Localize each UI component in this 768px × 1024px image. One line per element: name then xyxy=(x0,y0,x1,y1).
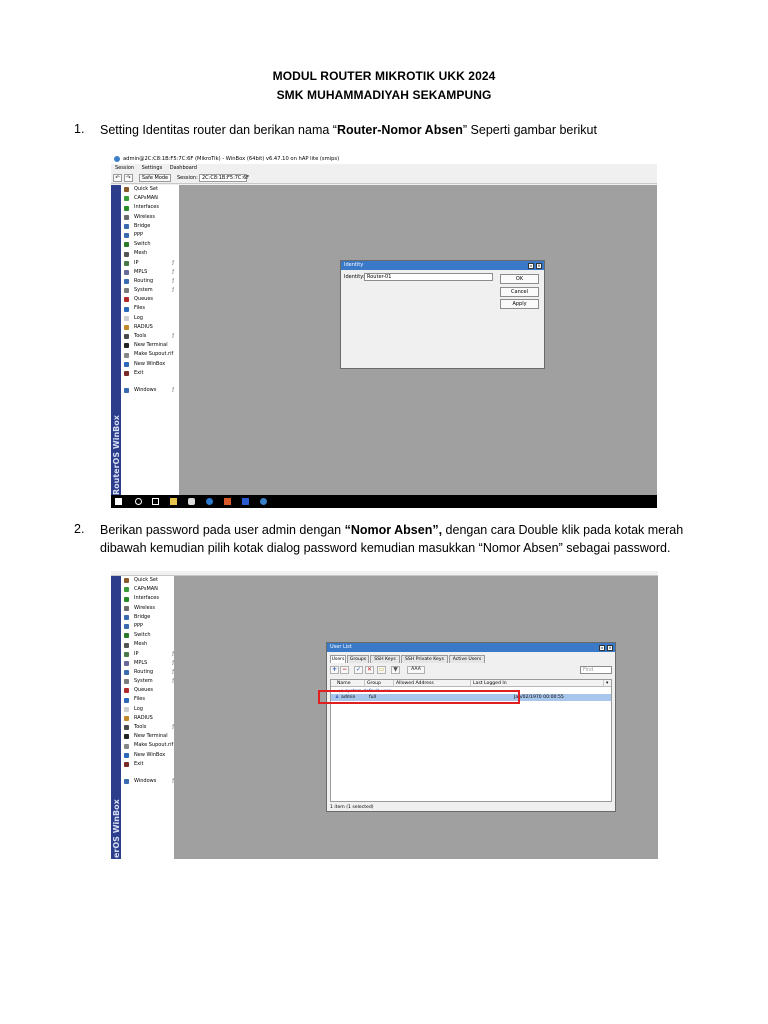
column-menu-icon[interactable]: ▾ xyxy=(606,681,609,686)
sidebar-item-label: Tools xyxy=(134,724,147,730)
capsman-icon xyxy=(124,587,129,592)
winbox-title: admin@2C:C8:1B:F5:7C:6F (MikroTik) - WinBox (64bit) v6.47.10 on hAP lite (smips) xyxy=(123,156,340,162)
row-name: admin xyxy=(341,695,356,700)
winbox-menubar xyxy=(111,164,657,172)
filter-icon[interactable]: ▼ xyxy=(391,666,400,674)
sidebar-item-log[interactable] xyxy=(121,705,179,714)
file-explorer-icon[interactable] xyxy=(170,498,177,505)
menu-session[interactable]: Session xyxy=(115,165,135,171)
sidebar-item-label: Make Supout.rif xyxy=(134,742,174,749)
step-1-text-bold: Router-Nomor Absen xyxy=(336,123,463,137)
menu-dashboard[interactable]: Dashboard xyxy=(169,165,197,171)
sidebar-item-label: Routing xyxy=(134,668,154,675)
mesh-icon xyxy=(124,643,129,648)
sidebar-item-make-supout-rif[interactable] xyxy=(121,350,179,359)
submenu-arrow-icon: ƒ xyxy=(172,259,174,266)
sidebar-item-label: Quick Set xyxy=(134,577,158,583)
sidebar-item-label: New Terminal xyxy=(134,342,168,349)
sidebar-item-mpls[interactable] xyxy=(121,268,179,277)
sidebar-item-system[interactable] xyxy=(121,286,179,295)
office-icon[interactable] xyxy=(224,498,231,505)
step-1-text-a: Setting Identitas router dan berikan nama “ xyxy=(100,123,337,137)
start-icon[interactable] xyxy=(115,498,122,505)
sidebar-item-ip[interactable] xyxy=(121,650,179,659)
winbox-logo-icon xyxy=(114,156,120,162)
sidebar-item-interfaces[interactable] xyxy=(121,594,179,603)
cancel-button[interactable]: Cancel xyxy=(500,287,539,297)
sidebar-item-log[interactable] xyxy=(121,314,179,323)
system-icon xyxy=(124,288,129,293)
bridge-icon xyxy=(124,615,129,620)
winbox-sidebar-2 xyxy=(111,576,179,859)
terminal-icon xyxy=(124,734,129,739)
sidebar-item-label: New WinBox xyxy=(134,751,166,758)
tools-icon xyxy=(124,725,129,730)
row-comment: ;;; system default user xyxy=(339,689,391,694)
user-list-status: 1 item (1 selected) xyxy=(330,805,374,810)
tab-users[interactable]: Users xyxy=(331,657,345,662)
search-icon[interactable] xyxy=(135,498,142,505)
sidebar-menu-2 xyxy=(121,576,179,786)
identity-dialog xyxy=(340,260,545,369)
sidebar-item-wireless[interactable] xyxy=(121,213,179,222)
user-list-title xyxy=(327,643,615,652)
windows-taskbar xyxy=(111,495,657,508)
submenu-arrow-icon: ƒ xyxy=(172,268,174,275)
sidebar-item-label: PPP xyxy=(134,622,144,629)
sidebar-item-label: Mesh xyxy=(134,641,148,648)
quickset-icon xyxy=(124,187,129,192)
tab-ssh-private-keys[interactable]: SSH Private Keys xyxy=(401,655,448,663)
row-last-logged: Jan/02/1970 00:00:55 xyxy=(514,695,564,700)
user-table-header xyxy=(331,680,611,687)
sidebar-item-label: CAPsMAN xyxy=(134,195,158,202)
restore-icon-2[interactable]: ▫ xyxy=(600,644,604,650)
log-icon xyxy=(124,707,129,712)
sidebar-item-exit[interactable] xyxy=(121,760,179,769)
sidebar-item-label: MPLS xyxy=(134,659,148,666)
ip-icon xyxy=(124,261,129,266)
col-group[interactable]: Group xyxy=(365,680,394,687)
queues-icon xyxy=(124,297,129,302)
sidebar-item-label: Log xyxy=(134,314,143,321)
user-icon: ♟ xyxy=(335,695,340,700)
find-input[interactable]: Find xyxy=(580,666,612,674)
step-2-text-bold: “Nomor Absen”, xyxy=(344,523,443,537)
workspace-2 xyxy=(174,576,658,859)
redo-button[interactable]: ↷ xyxy=(124,174,133,182)
step-2-text-a: Berikan password pada user admin dengan xyxy=(100,523,345,537)
sidebar-item-label: Interfaces xyxy=(134,595,159,602)
word-icon[interactable] xyxy=(242,498,249,505)
winbox-icon xyxy=(124,753,129,758)
sidebar-item-capsman[interactable] xyxy=(121,194,179,203)
tools-icon xyxy=(124,334,129,339)
sidebar-strip xyxy=(111,185,121,495)
restore-icon[interactable]: ▫ xyxy=(529,262,533,268)
radius-icon xyxy=(124,325,129,330)
switch-icon xyxy=(124,242,129,247)
sidebar-item-quick-set[interactable] xyxy=(121,185,179,194)
sidebar-item-label: Make Supout.rif xyxy=(134,351,174,358)
step-2-text-b: dengan cara Double klik pada kotak merah xyxy=(442,523,684,537)
system-icon xyxy=(124,679,129,684)
safe-mode-button[interactable]: Safe Mode xyxy=(139,174,171,182)
sidebar-item-files[interactable] xyxy=(121,695,179,704)
sidebar-item-label: Routing xyxy=(134,277,154,284)
submenu-arrow-icon: ƒ xyxy=(172,386,174,393)
wireless-icon xyxy=(124,606,129,611)
sidebar-strip-2 xyxy=(111,576,121,859)
identity-dialog-title xyxy=(341,261,544,270)
edge-icon[interactable] xyxy=(206,498,213,505)
sidebar-item-exit[interactable] xyxy=(121,369,179,378)
mpls-icon xyxy=(124,270,129,275)
sidebar-item-capsman[interactable] xyxy=(121,585,179,594)
sidebar-item-bridge[interactable] xyxy=(121,613,179,622)
sidebar-item-mpls[interactable] xyxy=(121,659,179,668)
sidebar-item-label: Files xyxy=(134,696,145,703)
menu-settings[interactable]: Settings xyxy=(141,165,163,171)
col-name[interactable]: Name xyxy=(331,680,365,687)
sidebar-item-label: Exit xyxy=(134,760,144,767)
sidebar-item-label: Bridge xyxy=(134,222,151,229)
routeros-winbox-label: RouterOS WinBox xyxy=(112,415,121,495)
col-last-logged-in[interactable]: Last Logged In xyxy=(471,680,604,687)
sidebar-item-label: Wireless xyxy=(134,213,155,220)
comment-icon[interactable]: ▭ xyxy=(378,666,385,673)
sidebar-item-label: Files xyxy=(134,305,145,312)
sidebar-item-label: Switch xyxy=(134,632,151,639)
step-1-text-b: ” Seperti gambar berikut xyxy=(462,123,597,137)
interfaces-icon xyxy=(124,597,129,602)
submenu-arrow-icon: ƒ xyxy=(172,333,174,339)
winbox-titlebar xyxy=(111,154,657,164)
sidebar-item-label: IP xyxy=(134,259,139,266)
identity-field-label: Identity: xyxy=(344,274,365,280)
sidebar-menu xyxy=(121,185,179,395)
app-icon[interactable] xyxy=(188,498,195,505)
undo-button[interactable]: ↶ xyxy=(113,174,122,182)
enable-icon[interactable]: ✓ xyxy=(355,666,362,673)
sidebar-item-queues[interactable] xyxy=(121,686,179,695)
submenu-arrow-icon: ƒ xyxy=(172,277,174,284)
disable-icon[interactable]: ✕ xyxy=(366,666,373,673)
step-2-text xyxy=(100,521,683,539)
routing-icon xyxy=(124,279,129,284)
sidebar-item-label: Quick Set xyxy=(134,186,158,192)
aaa-button[interactable]: AAA xyxy=(407,666,425,674)
sidebar-item-label: Wireless xyxy=(134,604,155,611)
close-icon[interactable]: × xyxy=(537,262,541,268)
sidebar-item-label: PPP xyxy=(134,231,144,238)
exit-icon xyxy=(124,371,129,376)
sidebar-item-label: Switch xyxy=(134,241,151,248)
routeros-winbox-label-2: erOS WinBox xyxy=(112,799,121,858)
sidebar-item-label: IP xyxy=(134,650,139,657)
sidebar-item-label: Log xyxy=(134,705,143,712)
sidebar-item-mesh[interactable] xyxy=(121,249,179,258)
sidebar-item-make-supout-rif[interactable] xyxy=(121,741,179,750)
sidebar-item-label: Tools xyxy=(134,333,147,339)
windows-icon xyxy=(124,388,129,393)
winbox-icon xyxy=(124,362,129,367)
remove-icon[interactable]: − xyxy=(341,666,348,673)
session-field[interactable]: 2C:C8:1B:F5:7C:6F xyxy=(199,174,247,182)
ppp-icon xyxy=(124,624,129,629)
tab-groups[interactable]: Groups xyxy=(347,655,369,663)
ip-icon xyxy=(124,652,129,657)
windows-icon xyxy=(124,779,129,784)
sidebar-item-routing[interactable] xyxy=(121,668,179,677)
sidebar-item-label: Interfaces xyxy=(134,204,159,211)
identity-field[interactable]: Router-01 xyxy=(364,273,493,281)
sidebar-item-tools[interactable] xyxy=(121,332,179,341)
sidebar-item-windows[interactable] xyxy=(121,777,179,786)
sidebar-item-ip[interactable] xyxy=(121,259,179,268)
routing-icon xyxy=(124,670,129,675)
sidebar-item-label: New Terminal xyxy=(134,733,168,740)
sidebar-item-tools[interactable] xyxy=(121,723,179,732)
sidebar-item-label: CAPsMAN xyxy=(134,586,158,593)
user-list-dialog xyxy=(326,642,616,812)
add-icon[interactable]: + xyxy=(331,666,338,673)
tab-active-users[interactable]: Active Users xyxy=(449,655,485,663)
identity-title-text: Identity xyxy=(344,262,364,268)
submenu-arrow-icon: ƒ xyxy=(172,287,174,294)
winbox-screenshot-identity xyxy=(111,154,657,508)
sidebar-item-label: Windows xyxy=(134,386,157,393)
sidebar-item-label: New WinBox xyxy=(134,360,166,367)
winbox-sidebar xyxy=(111,185,179,495)
sidebar-item-ppp[interactable] xyxy=(121,622,179,631)
files-icon xyxy=(124,307,129,312)
supout-icon xyxy=(124,353,129,358)
row-group: full xyxy=(369,695,377,700)
mpls-icon xyxy=(124,661,129,666)
sidebar-item-label: Bridge xyxy=(134,613,151,620)
sidebar-item-queues[interactable] xyxy=(121,295,179,304)
files-icon xyxy=(124,698,129,703)
sidebar-item-mesh[interactable] xyxy=(121,640,179,649)
queues-icon xyxy=(124,688,129,693)
sidebar-item-ppp[interactable] xyxy=(121,231,179,240)
sidebar-item-label: Queues xyxy=(134,296,154,303)
ok-button[interactable]: OK xyxy=(500,274,539,284)
sidebar-item-windows[interactable] xyxy=(121,386,179,395)
session-label: Session: xyxy=(177,175,198,181)
sidebar-item-new-terminal[interactable] xyxy=(121,732,179,741)
bridge-icon xyxy=(124,224,129,229)
module-title: MODUL ROUTER MIKROTIK UKK 2024 xyxy=(272,69,496,83)
close-icon-2[interactable]: × xyxy=(608,644,612,650)
step-2-number: 2. xyxy=(74,522,85,536)
mesh-icon xyxy=(124,252,129,257)
step-2-text-line2: dibawah kemudian pilih kotak dialog password kemudian masukkan “Nomor Absen” sebagai password. xyxy=(100,541,671,555)
sidebar-item-interfaces[interactable] xyxy=(121,203,179,212)
supout-icon xyxy=(124,744,129,749)
radius-icon xyxy=(124,716,129,721)
interfaces-icon xyxy=(124,206,129,211)
sidebar-item-quick-set[interactable] xyxy=(121,576,179,585)
highlight-box[interactable] xyxy=(318,690,520,704)
sidebar-item-switch[interactable] xyxy=(121,240,179,249)
terminal-icon xyxy=(124,343,129,348)
winbox-toolbar xyxy=(111,172,657,184)
wireless-icon xyxy=(124,215,129,220)
sidebar-item-bridge[interactable] xyxy=(121,222,179,231)
sidebar-item-label: Windows xyxy=(134,777,157,784)
step-1-number: 1. xyxy=(74,122,85,136)
sidebar-item-label: System xyxy=(134,287,153,294)
sidebar-item-label: Queues xyxy=(134,687,154,694)
sidebar-item-label: System xyxy=(134,678,153,685)
capsman-icon xyxy=(124,196,129,201)
apply-button[interactable]: Apply xyxy=(500,299,539,309)
sidebar-item-files[interactable] xyxy=(121,304,179,313)
sidebar-item-switch[interactable] xyxy=(121,631,179,640)
sidebar-item-label: RADIUS xyxy=(134,714,153,721)
log-icon xyxy=(124,316,129,321)
switch-icon xyxy=(124,633,129,638)
task-view-icon[interactable] xyxy=(152,498,159,505)
sidebar-item-label: MPLS xyxy=(134,268,148,275)
sidebar-item-new-terminal[interactable] xyxy=(121,341,179,350)
col-allowed-address[interactable]: Allowed Address xyxy=(394,680,471,687)
step-1-text xyxy=(100,121,597,139)
school-name: SMK MUHAMMADIYAH SEKAMPUNG xyxy=(276,88,492,102)
workspace xyxy=(179,185,657,495)
sidebar-item-label: Mesh xyxy=(134,250,148,257)
sidebar-item-radius[interactable] xyxy=(121,323,179,332)
sidebar-item-routing[interactable] xyxy=(121,277,179,286)
exit-icon xyxy=(124,762,129,767)
ppp-icon xyxy=(124,233,129,238)
sidebar-item-new-winbox[interactable] xyxy=(121,751,179,760)
quickset-icon xyxy=(124,578,129,583)
winbox-screenshot-userlist xyxy=(111,571,658,859)
user-list-title-text: User List xyxy=(330,644,352,650)
sidebar-item-label: RADIUS xyxy=(134,323,153,330)
winbox-taskbar-icon[interactable] xyxy=(260,498,267,505)
sidebar-item-wireless[interactable] xyxy=(121,604,179,613)
sidebar-item-new-winbox[interactable] xyxy=(121,360,179,369)
sidebar-item-system[interactable] xyxy=(121,677,179,686)
sidebar-item-radius[interactable] xyxy=(121,714,179,723)
sidebar-item-label: Exit xyxy=(134,369,144,376)
tab-ssh-keys[interactable]: SSH Keys xyxy=(370,655,400,663)
